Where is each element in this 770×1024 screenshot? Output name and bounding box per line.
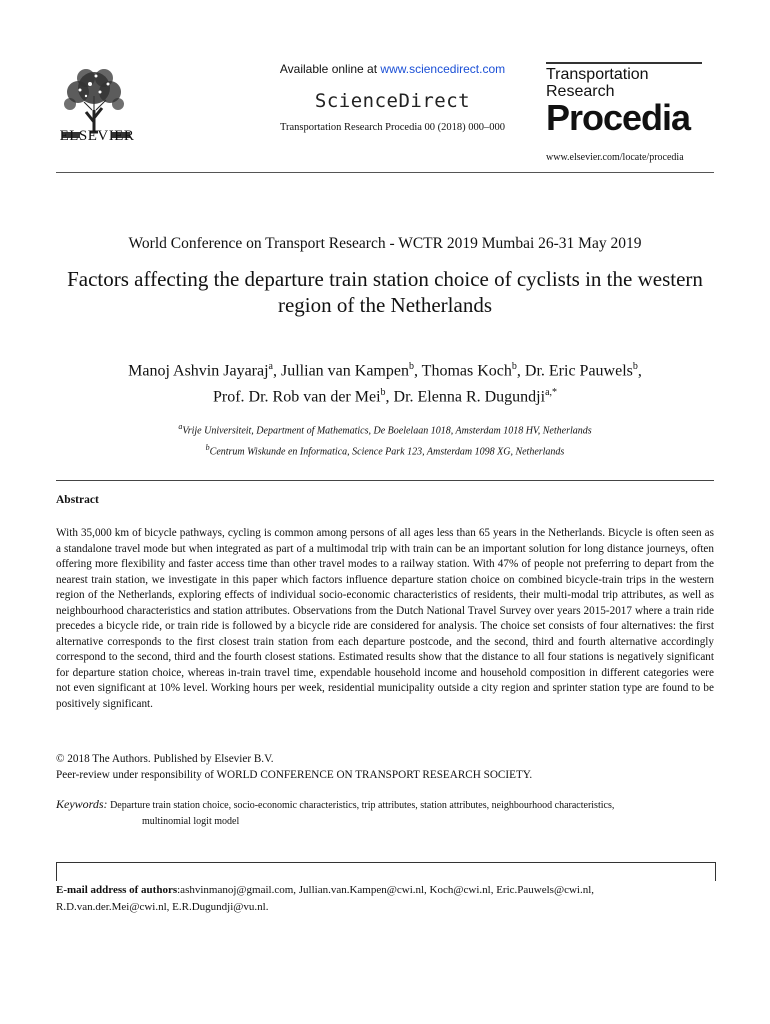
journal-logo-line3: Procedia	[546, 97, 691, 138]
abstract-heading: Abstract	[56, 494, 99, 506]
paper-title: Factors affecting the departure train station choice of cyclists in the western region of the Netherlands	[67, 267, 703, 317]
sciencedirect-link[interactable]: www.sciencedirect.com	[380, 62, 506, 76]
author-name: , Dr. Eric Pauwels	[516, 362, 633, 380]
journal-logo-rule	[546, 62, 702, 64]
author-affil-sup: b	[408, 361, 414, 372]
available-prefix: Available online at	[279, 62, 381, 76]
author-affil-sup: b	[380, 387, 386, 399]
email-line1: :ashvinmanoj@gmail.com, Jullian.van.Kampen@cwi.nl, Koch@cwi.nl, Eric.Pauwels@cwi.nl,	[177, 884, 595, 896]
email-block	[56, 882, 714, 916]
email-label: E-mail address of authors	[56, 884, 178, 896]
footnote-bracket	[56, 862, 716, 881]
author-name: , Jullian van Kampen	[273, 362, 409, 380]
keywords-label: Keywords:	[56, 797, 108, 811]
journal-logo	[546, 66, 706, 136]
author-affil-sup: b	[632, 361, 638, 372]
journal-logo-line2: Research	[546, 83, 615, 100]
copyright-block	[56, 752, 714, 783]
keywords-block	[56, 796, 714, 830]
author-name: , Thomas Koch	[413, 362, 512, 380]
author-name: , Dr. Elenna R. Dugundji	[385, 388, 546, 406]
author-affil-sup: a,*	[545, 387, 558, 399]
keywords-line2: multinomial logit model	[142, 816, 240, 827]
header-divider	[56, 172, 714, 173]
affil-text: Vrije Universiteit, Department of Mathematics, De Boelelaan 1018, Amsterdam 1018 HV, Netherlands	[182, 425, 592, 437]
affiliation-a	[56, 418, 714, 439]
affil-sup: b	[205, 443, 210, 453]
copyright-line: © 2018 The Authors. Published by Elsevier B.V.	[56, 753, 274, 765]
author-affil-sup: b	[511, 361, 517, 372]
affiliations	[56, 418, 714, 461]
elsevier-locate-link[interactable]: www.elsevier.com/locate/procedia	[546, 152, 684, 163]
journal-citation: Transportation Research Procedia 00 (2018) 000–000	[279, 122, 506, 133]
publisher-logo-text: ELSEVIER	[59, 128, 135, 144]
abstract-text: With 35,000 km of bicycle pathways, cycling is common among persons of all ages less than 65 years in the Netherlands. Bicycle is often seen as a standalone travel mode but when integrated as part of a multimodal trip with train can be an important solution for long distance journeys, often offering more flexibility and faster access time than other travel modes to a railway station. With 47% of people not preferring to depart from the nearest train station, we investigate in this paper which factors influence departure station choice on combined bicycle-train trips in the western region of the Netherlands, exploring effects of individual socio-economic characteristics of residents, their multi-modal trip attributes, as well as neighbourhood characteristics and station attributes. Observations from the Dutch National Travel Survey over years 2015-2017 where a train ride precedes a bicycle ride, or train ride is followed by a bicycle ride are considered for analysis. The choice set consists of four alternatives: the first alternative corresponds to the first closest train station from each departure postcode, and the second, third and fourth alternative accordingly correspond to the second, third and the fourth closest stations. Estimated results show that the distance to all four stations is negatively significant for departure station choice, whereas in-train travel time, expendable household income and household composition in different categories were not even significant at 10% level. Working hours per week, residential municipality outside a city region and sprinter station type are found to be positively significant.	[56, 527, 714, 710]
affil-text: Centrum Wiskunde en Informatica, Science Park 123, Amsterdam 1098 XG, Netherlands	[209, 446, 565, 458]
author-name: Manoj Ashvin Jayaraj	[128, 362, 269, 380]
affiliation-b	[56, 439, 714, 460]
author-list	[56, 356, 714, 409]
author-affil-sup: a	[268, 361, 273, 372]
email-line2: R.D.van.der.Mei@cwi.nl, E.R.Dugundji@vu.nl.	[56, 901, 269, 913]
journal-logo-line1: Transportation	[546, 66, 649, 83]
keywords-line1: Departure train station choice, socio-economic characteristics, trip attributes, station attributes, neighbourhood characteristics,	[107, 800, 615, 811]
author-separator: ,	[637, 362, 642, 380]
conference-line: World Conference on Transport Research - WCTR 2019 Mumbai 26-31 May 2019	[128, 235, 642, 252]
peer-review-line: Peer-review under responsibility of WORLD CONFERENCE ON TRANSPORT RESEARCH SOCIETY.	[56, 768, 533, 781]
affil-sup: a	[178, 422, 183, 431]
abstract-divider	[56, 480, 714, 481]
author-name: Prof. Dr. Rob van der Mei	[212, 388, 381, 406]
sciencedirect-wordmark: ScienceDirect	[314, 90, 471, 112]
